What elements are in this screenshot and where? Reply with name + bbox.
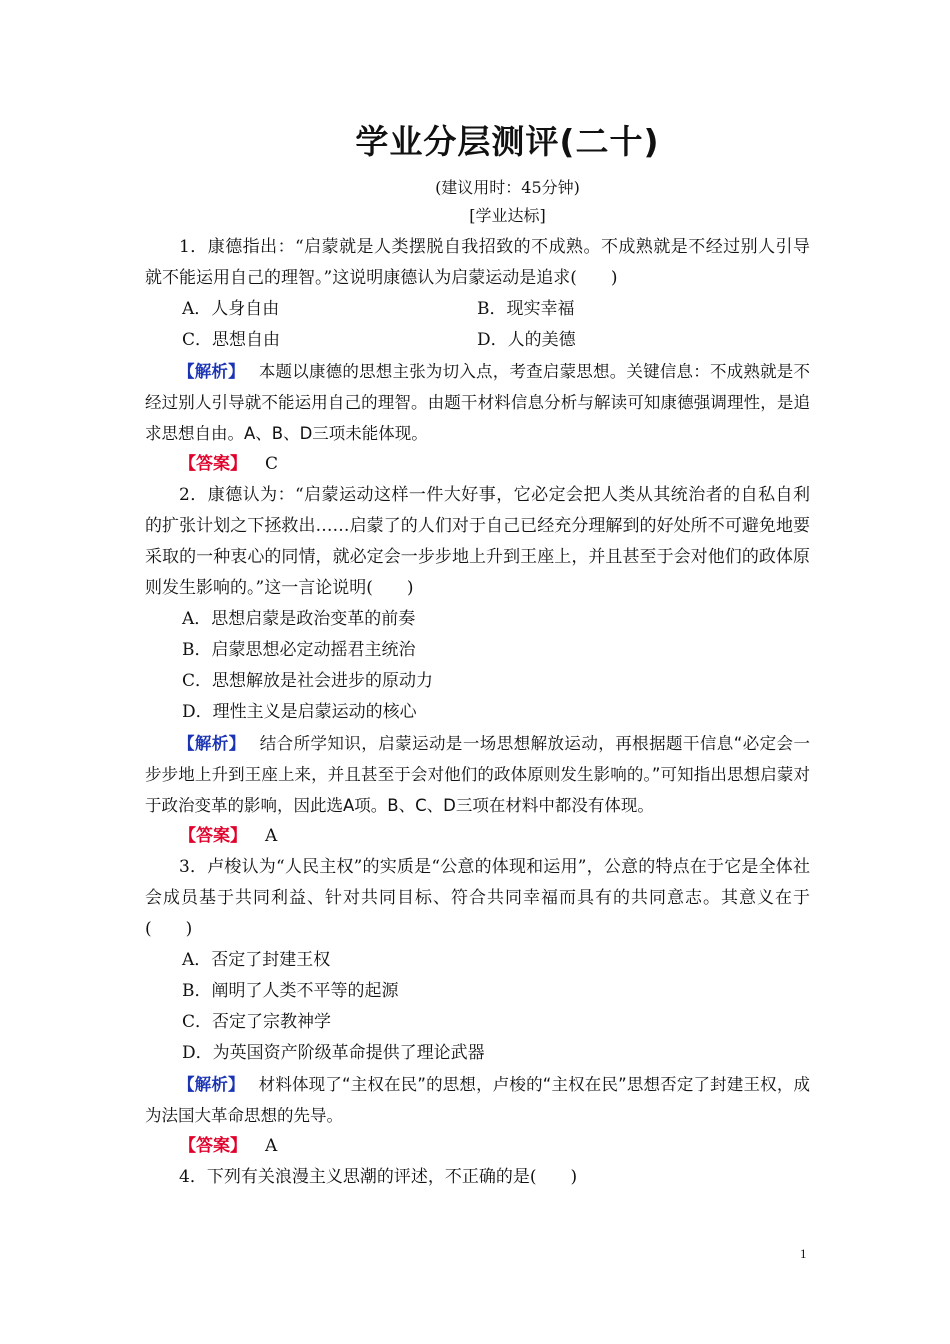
question-3-option-c: C．否定了宗教神学 [182,1012,332,1032]
analysis-text: 本题以康德的思想主张为切入点，考查启蒙思想。关键信息：不成熟就是不经过别人引导就不能运用自己的理智。由题干材料信息分析与解读可知康德强调理性，是追求思想自由。A、B、D三项未能体现。 [145,362,811,443]
time-suggestion: (建议用时：45分钟) [435,178,580,197]
question-2-stem: 2．康德认为：“启蒙运动这样一件大好事，它必定会把人类从其统治者的自私自利的扩张计划之下拯救出……启蒙了的人们对于自己已经充分理解到的好处所不可避免地要采取的一种衷心的同情，就必定会一步步地上升到王座上，并且甚至于会对他们的政体原则发生影响的。”这一言论说明( ) [145,485,810,598]
answer-value: A [265,1136,278,1156]
question-3-answer [145,1131,810,1162]
question-1-option-b: B．现实幸福 [477,299,575,319]
section-heading: [学业达标] [469,206,546,225]
question-2-option-a: A．思想启蒙是政治变革的前奏 [182,609,416,629]
question-1-analysis [145,356,810,449]
analysis-tag: 【解析】 [178,362,245,381]
question-2-option-c: C．思想解放是社会进步的原动力 [182,671,434,691]
question-3-option-b: B．阐明了人类不平等的起源 [182,981,399,1001]
question-1-option-a: A．人身自由 [182,299,280,319]
question-2-option-d: D．理性主义是启蒙运动的核心 [182,702,417,722]
analysis-tag: 【解析】 [178,734,246,753]
question-1-options-row-2 [145,325,810,356]
answer-tag: 【答案】 [179,826,247,846]
question-1-answer [145,449,810,480]
answer-value: A [265,826,278,846]
question-3-option-a: A．否定了封建王权 [182,950,331,970]
page-title: 学业分层测评(二十) [355,122,660,161]
answer-value: C [265,454,279,474]
analysis-tag: 【解析】 [178,1075,245,1094]
analysis-text: 材料体现了“主权在民”的思想，卢梭的“主权在民”思想否定了封建王权，成为法国大革命思想的先导。 [145,1075,810,1125]
question-3-stem: 3．卢梭认为“人民主权”的实质是“公意的体现和运用”，公意的特点在于它是全体社会成员基于共同利益、针对共同目标、符合共同幸福而具有的共同意志。其意义在于( ) [145,857,810,939]
question-1-stem: 1．康德指出：“启蒙就是人类摆脱自我招致的不成熟。不成熟就是不经过别人引导就不能运用自己的理智。”这说明康德认为启蒙运动是追求( ) [145,237,810,288]
question-4-stem: 4．下列有关浪漫主义思潮的评述，不正确的是( ) [179,1167,578,1187]
page-number: 1 [800,1246,807,1261]
question-1-option-c: C．思想自由 [182,330,281,350]
question-2-analysis [145,728,810,821]
question-2-answer [145,821,810,852]
question-1-option-d: D．人的美德 [477,330,576,350]
question-2-option-b: B．启蒙思想必定动摇君主统治 [182,640,416,660]
analysis-text: 结合所学知识，启蒙运动是一场思想解放运动，再根据题干信息“必定会一步步地上升到王座上来，并且甚至于会对他们的政体原则发生影响的。”可知指出思想启蒙对于政治变革的影响，因此选A项。B、C、D三项在材料中都没有体现。 [145,734,810,815]
answer-tag: 【答案】 [179,1136,247,1156]
question-3-analysis [145,1069,810,1131]
answer-tag: 【答案】 [179,454,247,474]
question-1-options-row-1 [145,294,810,325]
question-3-option-d: D．为英国资产阶级革命提供了理论武器 [182,1043,485,1063]
document-body [145,120,810,1193]
